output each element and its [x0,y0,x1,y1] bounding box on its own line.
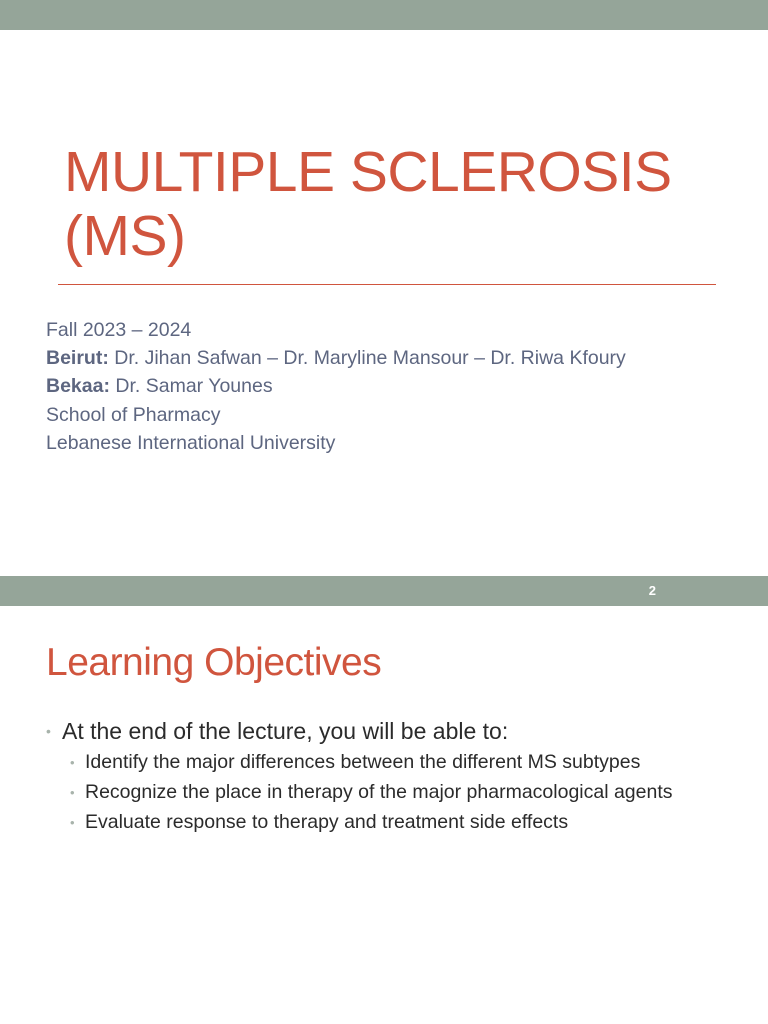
title-line-1: MULTIPLE SCLEROSIS [64,140,672,204]
bullet-icon: • [70,815,75,830]
bekaa-names: Dr. Samar Younes [115,375,273,398]
objectives-slide [0,576,768,1024]
slide-title: Learning Objectives [46,641,382,684]
presentation-title [64,140,744,268]
slide-header-bar [0,576,768,606]
objective-text: Identify the major differences between the different MS subtypes [85,751,641,773]
intro-bullet [46,716,736,746]
list-item [70,780,710,805]
school-line: School of Pharmacy [46,403,221,426]
bullet-icon: • [70,755,75,770]
course-info [46,316,626,457]
beirut-label: Beirut: [46,347,109,370]
list-item [70,750,710,775]
intro-text: At the end of the lecture, you will be able to: [62,718,509,744]
university-line: Lebanese International University [46,431,336,454]
objectives-list [70,750,710,840]
title-line-2: (MS) [64,204,186,268]
term-line: Fall 2023 – 2024 [46,319,192,341]
beirut-names: Dr. Jihan Safwan – Dr. Maryline Mansour – Dr. Riwa Kfoury [114,347,626,370]
title-divider [58,284,716,285]
bullet-icon: • [46,723,51,739]
bekaa-line [46,372,626,400]
slide-header-bar [0,0,768,30]
slide-number: 2 [648,583,656,598]
beirut-line [46,344,626,372]
objective-text: Evaluate response to therapy and treatment side effects [85,811,569,833]
objective-text: Recognize the place in therapy of the major pharmacological agents [85,781,673,803]
list-item [70,810,710,835]
bekaa-label: Bekaa: [46,375,110,398]
bullet-icon: • [70,785,75,800]
